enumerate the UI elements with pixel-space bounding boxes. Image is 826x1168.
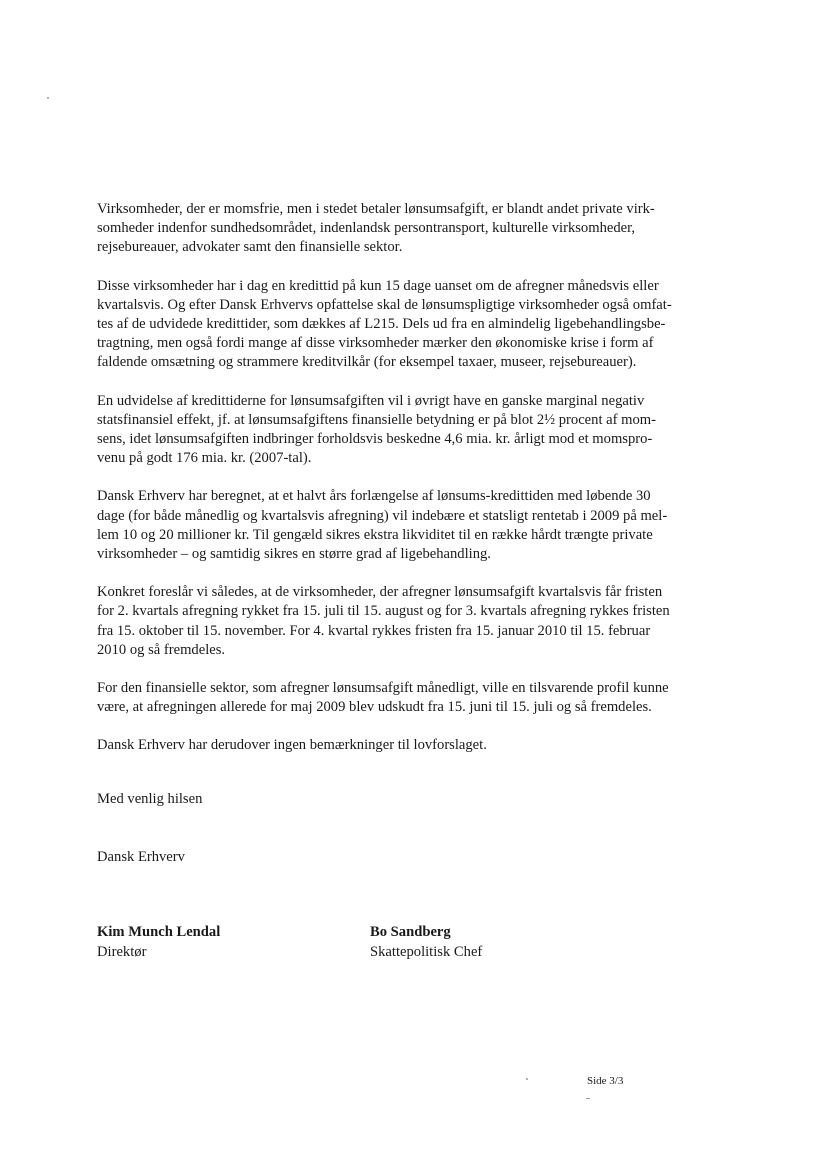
closing-greeting: Med venlig hilsen: [97, 791, 203, 807]
scan-speck: [526, 1078, 528, 1080]
signature-block-right: [370, 922, 482, 962]
signature-block-left: [97, 922, 220, 962]
paragraph-calculation: Dansk Erhverv har beregnet, at et halvt års forlængelse af lønsums-kredittiden med løbende 30 dage (for både månedlig og kvartalsvis afregning) vil indebære et statsligt rentetab i 2009 på mel- lem 10 og 20 millioner kr. Til gengæld sikres ekstra likviditet til en række hårdt trængte private virksomheder – og samtidig sikres en større grad af ligebehandling.: [97, 488, 668, 563]
paragraph-private-companies: Virksomheder, der er momsfrie, men i stedet betaler lønsumsafgift, er blandt andet private virk- somheder indenfor sundhedsområdet, indenlandsk persontransport, kulturelle virksomheder, rejsebureauer, advokater samt den finansielle sektor.: [97, 201, 655, 256]
closing-organization: Dansk Erhverv: [97, 849, 185, 865]
page-number: Side 3/3: [587, 1075, 624, 1087]
letter-body: [97, 200, 737, 775]
signatory-title: Direktør: [97, 944, 147, 960]
paragraph-proposal: Konkret foreslår vi således, at de virksomheder, der afregner lønsumsafgift kvartalsvis får fristen for 2. kvartals afregning rykket fra 15. juli til 15. august og for 3. kvartals afregning rykkes fristen fra 15. oktober til 15. november. For 4. kvartal rykkes fristen fra 15. januar 2010 til 15. februar 2010 og så fremdeles.: [97, 584, 670, 658]
scan-speck: [47, 97, 49, 99]
paragraph-financial-sector: For den finansielle sektor, som afregner lønsumsafgift månedligt, ville en tilsvarende profil kunne være, at afregningen allerede for maj 2009 blev udskudt fra 15. juni til 15. juli og så fremdeles.: [97, 680, 669, 716]
paragraph-credit-period: Disse virksomheder har i dag en kredittid på kun 15 dage uanset om de afregner månedsvis eller kvartalsvis. Og efter Dansk Erhvervs opfattelse skal de lønsumspligtige virksomheder også omfat- tes af de udvidede kredittider, som dækkes af L215. Dels ud fra en almindelig ligebehandlingsbe- tragtning, men også fordi mange af disse virksomheder mærker den økonomiske krise i form af faldende omsætning og strammere kreditvilkår (for eksempel taxaer, museer, rejsebureauer).: [97, 277, 672, 371]
paragraph-fiscal-effect: En udvidelse af kredittiderne for lønsumsafgiften vil i øvrigt have en ganske marginal negativ statsfinansiel effekt, jf. at lønsumsafgiftens finansielle betydning er på blot 2½ procent af mom- sens, idet lønsumsafgiften indbringer forholdsvis beskedne 4,6 mia. kr. årligt mod et momspro- venu på godt 176 mia. kr. (2007-tal).: [97, 392, 657, 467]
signatory-name: Kim Munch Lendal: [97, 924, 221, 940]
paragraph-no-further-remarks: Dansk Erhverv har derudover ingen bemærkninger til lovforslaget.: [97, 737, 487, 754]
scan-speck: [586, 1098, 590, 1099]
signatory-name: Bo Sandberg: [370, 924, 451, 940]
signatory-title: Skattepolitisk Chef: [370, 944, 483, 960]
